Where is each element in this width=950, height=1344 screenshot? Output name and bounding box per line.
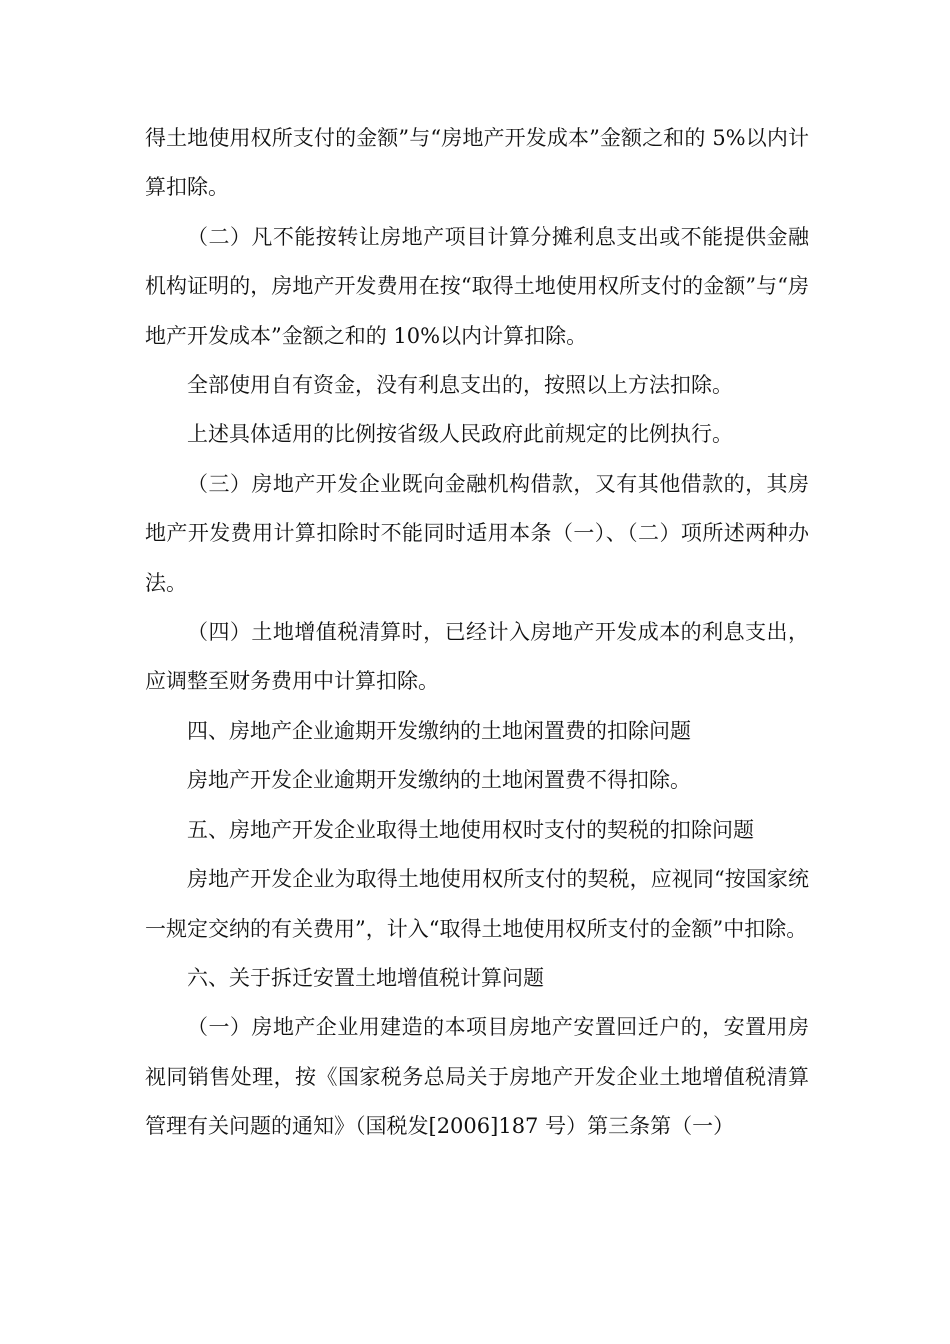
paragraph-item-2: （二）凡不能按转让房地产项目计算分摊利息支出或不能提供金融机构证明的，房地产开发费用在按“取得土地使用权所支付的金额”与“房地产开发成本”金额之和的 10%以内计算扣除。 (145, 224, 809, 348)
paragraph-ratio-rule: 上述具体适用的比例按省级人民政府此前规定的比例执行。 (187, 422, 733, 447)
paragraph-item-3: （三）房地产开发企业既向金融机构借款，又有其他借款的，其房地产开发费用计算扣除时不能同时适用本条（一）、（二）项所述两种办法。 (145, 471, 809, 595)
section-heading-5: 五、房地产开发企业取得土地使用权时支付的契税的扣除问题 (187, 817, 754, 842)
document-body (145, 114, 809, 1152)
paragraph-section-5-body: 房地产开发企业为取得土地使用权所支付的契税，应视同“按国家统一规定交纳的有关费用”，计入“取得土地使用权所支付的金额”中扣除。 (145, 867, 809, 941)
paragraph-own-funds: 全部使用自有资金，没有利息支出的，按照以上方法扣除。 (187, 373, 733, 398)
section-heading-4: 四、房地产企业逾期开发缴纳的土地闲置费的扣除问题 (187, 718, 691, 743)
paragraph-section-6-item-1: （一）房地产企业用建造的本项目房地产安置回迁户的，安置用房视同销售处理，按《国家税务总局关于房地产开发企业土地增值税清算管理有关问题的通知》（国税发[2006]187 号）第三条第（一） (145, 1015, 809, 1139)
paragraph-section-4-body: 房地产开发企业逾期开发缴纳的土地闲置费不得扣除。 (187, 768, 691, 793)
paragraph-item-4: （四）土地增值税清算时，已经计入房地产开发成本的利息支出，应调整至财务费用中计算扣除。 (145, 620, 809, 694)
section-heading-6: 六、关于拆迁安置土地增值税计算问题 (187, 965, 544, 990)
paragraph-continuation: 得土地使用权所支付的金额”与“房地产开发成本”金额之和的 5%以内计算扣除。 (145, 126, 809, 200)
